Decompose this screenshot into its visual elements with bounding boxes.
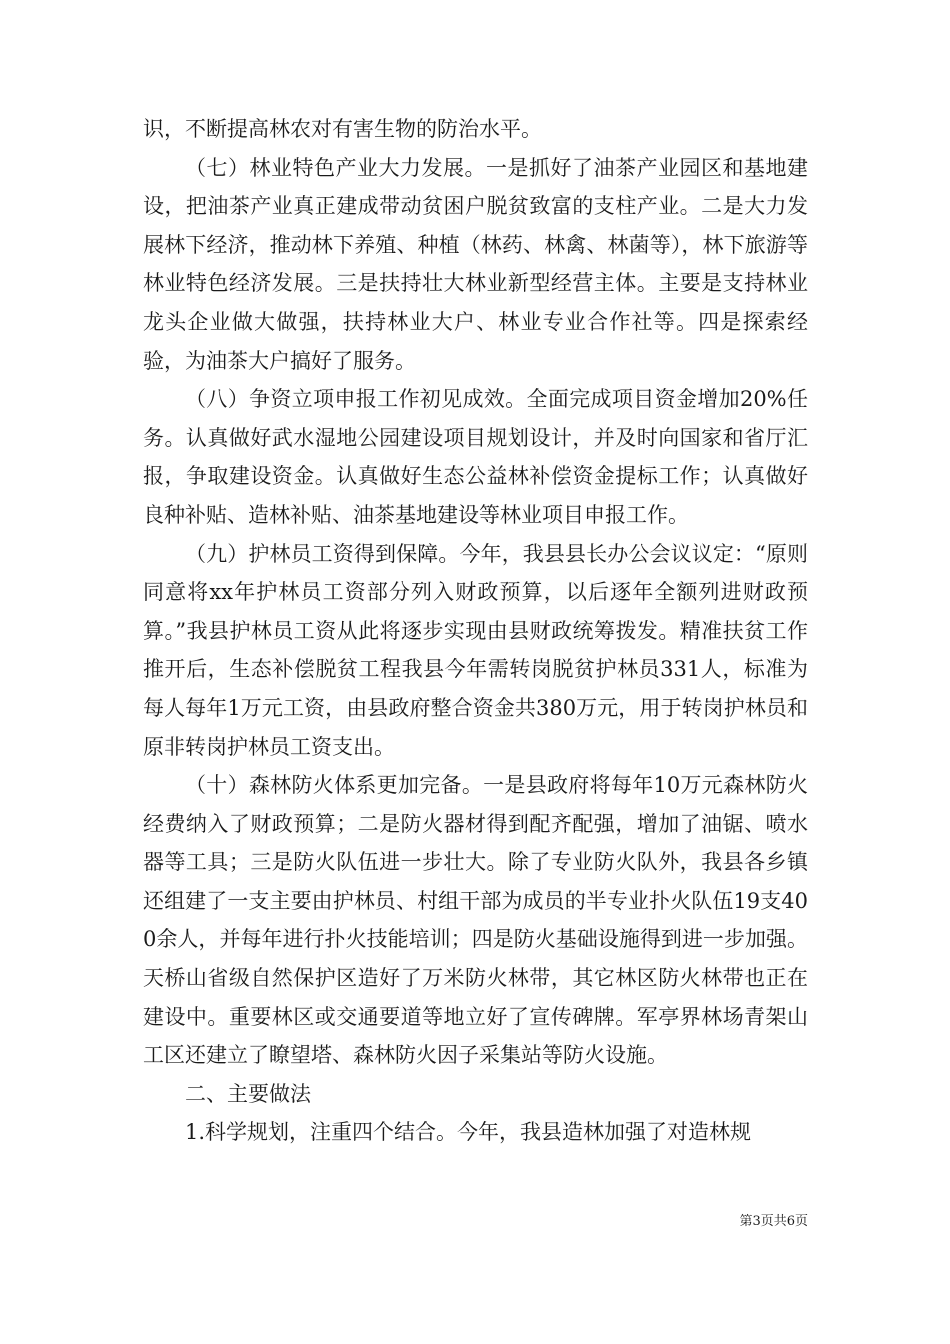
section-heading-main-practices: 二、主要做法 xyxy=(185,1081,311,1106)
paragraph-project-funding: （八）争资立项申报工作初见成效。全面完成项目资金增加20%任务。认真做好武水湿地公园建设项目规划设计，并及时向国家和省厅汇报，争取建设资金。认真做好生态公益林补偿资金提标工作；认真做好良种补贴、造林补贴、油茶基地建设等林业项目申报工作。 xyxy=(143,387,808,527)
paragraph-scientific-planning: 1.科学规划，注重四个结合。今年，我县造林加强了对造林规 xyxy=(185,1120,752,1145)
document-body xyxy=(143,110,808,1152)
page-number: 第3页共6页 xyxy=(739,1214,808,1229)
paragraph-ranger-wages: （九）护林员工资得到保障。今年，我县县长办公会议议定：“原则同意将xx年护林员工资部分列入财政预算，以后逐年全额列进财政预算。”我县护林员工资从此将逐步实现由县财政统筹拨发。精准扶贫工作推开后，生态补偿脱贫工程我县今年需转岗脱贫护林员331人，标准为每人每年1万元工资，由县政府整合资金共380万元，用于转岗护林员和原非转岗护林员工资支出。 xyxy=(143,541,808,759)
paragraph-continuation: 识，不断提高林农对有害生物的防治水平。 xyxy=(143,117,542,141)
paragraph-fire-prevention: （十）森林防火体系更加完备。一是县政府将每年10万元森林防火经费纳入了财政预算；二是防火器材得到配齐配强，增加了油锯、喷水器等工具；三是防火队伍进一步壮大。除了专业防火队外，我县各乡镇还组建了一支主要由护林员、村组干部为成员的半专业扑火队伍19支400余人，并每年进行扑火技能培训；四是防火基础设施得到进一步加强。天桥山省级自然保护区造好了万米防火林带，其它林区防火林带也正在建设中。重要林区或交通要道等地立好了宣传碑牌。军亭界林场青架山工区还建立了瞭望塔、森林防火因子采集站等防火设施。 xyxy=(143,773,808,1068)
paragraph-forestry-industry: （七）林业特色产业大力发展。一是抓好了油茶产业园区和基地建设，把油茶产业真正建成带动贫困户脱贫致富的支柱产业。二是大力发展林下经济，推动林下养殖、种植（林药、林禽、林菌等），林下旅游等林业特色经济发展。三是扶持壮大林业新型经营主体。主要是支持林业龙头企业做大做强，扶持林业大户、林业专业合作社等。四是探索经验，为油茶大户搞好了服务。 xyxy=(143,155,808,373)
